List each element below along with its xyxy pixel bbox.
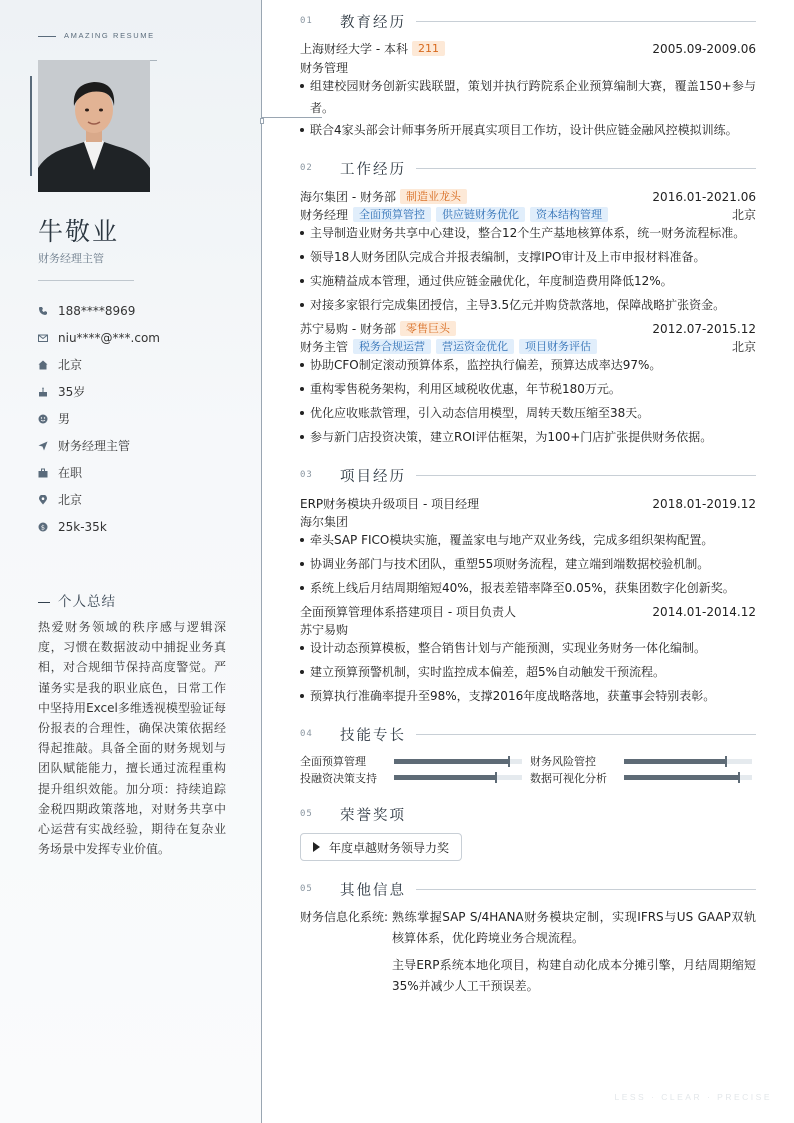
- section-work-header: [300, 158, 756, 178]
- info-text: 北京: [58, 358, 83, 372]
- section-projects-header: [300, 465, 756, 485]
- project-bullet: 牵头SAP FICO模块实施，覆盖家电与地产双业务线，完成多组织架构配置。: [300, 529, 756, 551]
- summary-text: 热爱财务领域的秩序感与逻辑深度，习惯在数据波动中捕捉业务真相，对合规细节保持高度警觉。严谨务实是我的职业底色，日常工作中坚持用Excel多维透视模型验证每份报表的合理性，确保决策依据经得起推敲。具备全面的财务规划与团队赋能能力，擅长通过流程重构提升组织效能。加分项：持续追踪金税四期政策落地，对财务共享中心运营有实战经验，期待在复杂业务场景中发挥专业价值。: [38, 620, 226, 857]
- footer-watermark: LESS · CLEAR · PRECISE: [614, 1092, 772, 1102]
- info-text: 北京: [58, 493, 83, 507]
- project-bullet: 协调业务部门与技术团队，重塑55项财务流程，建立端到端数据校验机制。: [300, 553, 756, 575]
- project-org-row: [300, 513, 756, 530]
- job-city: 北京: [731, 340, 756, 354]
- company-tag: 制造业龙头: [400, 189, 467, 204]
- section-title: 技能专长: [340, 727, 406, 744]
- skill-bar: [624, 775, 752, 780]
- info-text: 男: [58, 412, 71, 426]
- info-status: [38, 459, 160, 486]
- education-header-row: [300, 40, 756, 57]
- project-bullet: 系统上线后月结周期缩短40%，报表差错率降至0.05%，获集团数字化创新奖。: [300, 577, 756, 599]
- sidebar-divider: [38, 280, 134, 281]
- location-pin-icon: [38, 495, 48, 505]
- job-position-row: [300, 206, 756, 223]
- info-text: 在职: [58, 466, 83, 480]
- section-number: 03: [300, 470, 313, 480]
- major-name: 财务管理: [300, 61, 349, 75]
- company-name: 苏宁易购 - 财务部: [300, 322, 396, 336]
- company-name: 海尔集团 - 财务部: [300, 190, 396, 204]
- section-number: 05: [300, 809, 313, 819]
- project-name: 全面预算管理体系搭建项目 - 项目负责人: [300, 605, 516, 619]
- skill-name: 数据可视化分析: [530, 772, 607, 785]
- info-target-role: [38, 432, 160, 459]
- job-bullet: 重构零售税务架构，利用区域税收优惠，年节税180万元。: [300, 378, 756, 400]
- job-bullet: 对接多家银行完成集团授信，主导3.5亿元并购贷款落地，保障战略扩张资金。: [300, 294, 756, 316]
- phone-icon: [38, 306, 48, 316]
- briefcase-icon: [38, 468, 48, 478]
- project-date: 2018.01-2019.12: [652, 496, 756, 511]
- award-item: [300, 833, 462, 861]
- info-phone: [38, 297, 160, 324]
- company-tag: 零售巨头: [400, 321, 456, 336]
- svg-text:$: $: [40, 522, 46, 531]
- section-title: 荣誉奖项: [340, 807, 406, 824]
- home-icon: [38, 360, 48, 370]
- job-city: 北京: [731, 208, 756, 222]
- job-bullet: 实施精益成本管理，通过供应链金融优化，年度制造费用降低12%。: [300, 270, 756, 292]
- other-paragraph: 熟练掌握SAP S/4HANA财务模块定制，实现IFRS与US GAAP双轨核算体系，优化跨境业务合规流程。: [392, 910, 756, 945]
- skill-tag: 全面预算管控: [353, 207, 431, 222]
- project-org: 苏宁易购: [300, 623, 349, 637]
- section-title: 工作经历: [340, 161, 406, 178]
- skill-bar: [394, 775, 522, 780]
- skill-tag: 营运资金优化: [436, 339, 514, 354]
- project-header-row: [300, 603, 756, 620]
- education-bullet: 联合4家头部会计师事务所开展真实项目工作坊，设计供应链金融风控模拟训练。: [300, 119, 756, 141]
- info-text: niu****@***.com: [58, 330, 160, 345]
- section-rule: [416, 168, 756, 169]
- job-date: 2012.07-2015.12: [652, 321, 756, 336]
- project-bullet: 设计动态预算模板，整合销售计划与产能预测，实现业务财务一体化编制。: [300, 637, 756, 659]
- candidate-name: 牛敬业: [38, 217, 120, 246]
- info-text: 35岁: [58, 385, 86, 399]
- photo-accent-bar: [30, 76, 32, 176]
- major-row: [300, 59, 756, 76]
- project-date: 2014.01-2014.12: [652, 604, 756, 619]
- other-label: 财务信息化系统:: [300, 910, 389, 924]
- cake-icon: [38, 387, 48, 397]
- brand-label: AMAZING RESUME: [38, 31, 155, 40]
- section-rule: [416, 21, 756, 22]
- project-bullet: 建立预算预警机制，实时监控成本偏差，超5%自动触发干预流程。: [300, 661, 756, 683]
- info-gender: [38, 405, 160, 432]
- info-text: 财务经理主管: [58, 439, 131, 453]
- contact-info-list: [38, 297, 160, 540]
- section-number: 04: [300, 729, 313, 739]
- skill-tag: 供应链财务优化: [436, 207, 525, 222]
- candidate-role: 财务经理主管: [38, 252, 104, 265]
- play-triangle-icon: [313, 842, 320, 852]
- info-age: [38, 378, 160, 405]
- face-icon: [38, 414, 48, 424]
- sidebar: [0, 0, 262, 1123]
- project-header-row: [300, 495, 756, 512]
- project-org: 海尔集团: [300, 515, 349, 529]
- skill-bar: [394, 759, 522, 764]
- section-awards-header: [300, 804, 756, 824]
- education-date: 2005.09-2009.06: [652, 41, 756, 56]
- skill-bar: [624, 759, 752, 764]
- mail-icon: [38, 333, 48, 343]
- section-rule: [416, 889, 756, 890]
- section-number: 01: [300, 16, 313, 26]
- coin-icon: [38, 522, 48, 532]
- info-location: [38, 486, 160, 513]
- sidebar-connector-marker: [260, 118, 264, 124]
- section-skills-header: [300, 724, 756, 744]
- job-bullet: 领导18人财务团队完成合并报表编制，支撑IPO审计及上市申报材料准备。: [300, 246, 756, 268]
- project-name: ERP财务模块升级项目 - 项目经理: [300, 497, 480, 511]
- section-rule: [416, 475, 756, 476]
- info-salary: [38, 513, 160, 540]
- school-name: 上海财经大学 - 本科: [300, 42, 408, 56]
- school-tag: 211: [412, 41, 445, 56]
- skill-name: 投融资决策支持: [300, 772, 377, 785]
- job-bullet: 参与新门店投资决策，建立ROI评估框架，为100+门店扩张提供财务依据。: [300, 426, 756, 448]
- job-header-row: [300, 320, 756, 337]
- project-bullet: 预算执行准确率提升至98%，支撑2016年度战略落地，获董事会特别表彰。: [300, 685, 756, 707]
- job-bullet: 主导制造业财务共享中心建设，整合12个生产基地核算体系，统一财务流程标准。: [300, 222, 756, 244]
- section-title: 教育经历: [340, 14, 406, 31]
- project-org-row: [300, 621, 756, 638]
- other-paragraph: 主导ERP系统本地化项目，构建自动化成本分摊引擎，月结周期缩短35%并减少人工干预误差。: [392, 958, 756, 993]
- info-text: 25k-35k: [58, 519, 107, 534]
- skill-name: 全面预算管理: [300, 755, 366, 768]
- section-other-header: [300, 879, 756, 899]
- job-position-row: [300, 338, 756, 355]
- skill-tag: 项目财务评估: [519, 339, 597, 354]
- education-bullet: 组建校园财务创新实践联盟，策划并执行跨院系企业预算编制大赛，覆盖150+参与者。: [300, 75, 756, 119]
- job-date: 2016.01-2021.06: [652, 189, 756, 204]
- section-number: 02: [300, 163, 313, 173]
- skill-name: 财务风险管控: [530, 755, 596, 768]
- info-text: 188****8969: [58, 303, 136, 318]
- job-position: 财务经理: [300, 208, 349, 222]
- job-header-row: [300, 188, 756, 205]
- section-title: 项目经历: [340, 468, 406, 485]
- summary-heading: 个人总结: [38, 590, 116, 610]
- job-bullet: 优化应收账款管理，引入动态信用模型，周转天数压缩至38天。: [300, 402, 756, 424]
- section-number: 05: [300, 884, 313, 894]
- section-title: 其他信息: [340, 882, 406, 899]
- portrait-image: [38, 60, 150, 192]
- award-name: 年度卓越财务领导力奖: [329, 840, 450, 855]
- info-home-city: [38, 351, 160, 378]
- skill-tag: 税务合规运营: [353, 339, 431, 354]
- info-email: [38, 324, 160, 351]
- send-icon: [38, 441, 48, 451]
- section-education-header: [300, 11, 756, 31]
- job-bullet: 协助CFO制定滚动预算体系，监控执行偏差，预算达成率达97%。: [300, 354, 756, 376]
- skill-tag: 资本结构管理: [530, 207, 608, 222]
- avatar: [38, 60, 150, 192]
- job-position: 财务主管: [300, 340, 349, 354]
- section-rule: [416, 734, 756, 735]
